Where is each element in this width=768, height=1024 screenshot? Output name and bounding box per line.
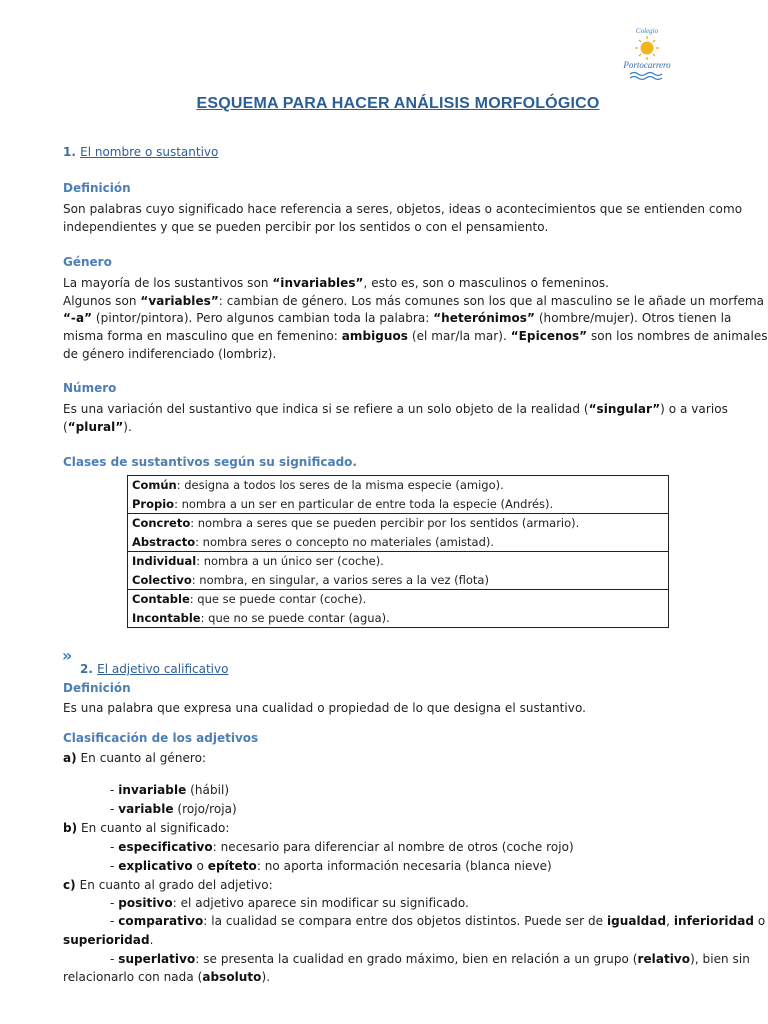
numero-term: “singular” <box>588 402 661 416</box>
item-term: comparativo <box>118 914 204 928</box>
clasif-a <box>63 749 206 767</box>
class-term: Concreto <box>132 516 191 530</box>
logo-name: Portocarrero <box>623 60 671 70</box>
item-term: explicativo <box>118 859 193 873</box>
item-text: relacionarlo con nada ( <box>63 970 203 984</box>
section-1-heading <box>63 145 218 159</box>
class-desc: : nombra seres o concepto no materiales (amistad). <box>195 534 495 549</box>
class-term: Común <box>132 478 177 492</box>
clases-heading: Clases de sustantivos según su significado. <box>63 455 357 469</box>
page-title: ESQUEMA PARA HACER ANÁLISIS MORFOLÓGICO <box>196 95 600 112</box>
dash: - <box>110 840 119 854</box>
class-desc: : que no se puede contar (agua). <box>200 610 390 625</box>
item-term: variable <box>118 802 174 816</box>
dash: - <box>110 783 119 797</box>
adj-definicion-text: Es una palabra que expresa una cualidad o propiedad de lo que designa el sustantivo. <box>63 701 587 715</box>
numero-line-2 <box>63 418 132 436</box>
section-2-title: El adjetivo calificativo <box>97 662 229 676</box>
item-text: , <box>666 914 674 928</box>
clasif-c2 <box>110 912 765 930</box>
class-desc: : nombra, en singular, a varios seres a la vez (flota) <box>191 572 489 587</box>
genero-text: La mayoría de los sustantivos son <box>63 276 273 290</box>
definicion-line-2: independientes y que se pueden percibir por los sentidos o con el pensamiento. <box>63 220 549 234</box>
item-text: ). <box>261 970 271 984</box>
numero-text: ) o a varios <box>660 402 728 416</box>
genero-line-1 <box>63 274 609 292</box>
item-text: En cuanto al significado: <box>77 821 230 835</box>
item-term: relativo <box>637 952 691 966</box>
genero-line-4 <box>63 327 768 345</box>
class-desc: : nombra a un ser en particular de entre toda la especie (Andrés). <box>174 496 554 511</box>
clasif-b1 <box>110 838 574 856</box>
dash: - <box>110 859 119 873</box>
item-text: o <box>192 859 208 873</box>
class-term: Colectivo <box>132 572 192 587</box>
clasif-a2 <box>110 800 237 818</box>
numero-line-1 <box>63 400 728 418</box>
numero-heading: Número <box>63 381 117 395</box>
item-text: (hábil) <box>186 783 230 797</box>
numero-text: ). <box>123 420 132 434</box>
section-2-heading <box>80 662 228 676</box>
dash: - <box>110 802 119 816</box>
dash: - <box>110 896 119 910</box>
class-term: Propio <box>132 496 175 511</box>
item-text: : la cualidad se compara entre dos objetos distintos. Puede ser de <box>203 914 607 928</box>
clasif-c3 <box>110 950 750 968</box>
table-row <box>128 552 669 590</box>
table-cell <box>128 514 669 552</box>
item-text: : necesario para diferenciar al nombre de otros (coche rojo) <box>212 840 574 854</box>
genero-term: “-a” <box>63 311 93 325</box>
item-term: absoluto <box>202 970 262 984</box>
genero-text: : cambian de género. Los más comunes son los que al masculino se le añade un morfema <box>218 294 765 308</box>
school-logo <box>622 26 672 84</box>
clasif-b <box>63 819 229 837</box>
genero-text: (el mar/la mar). <box>408 329 511 343</box>
item-text: : no aporta información necesaria (blanca nieve) <box>256 859 552 873</box>
item-text: : se presenta la cualidad en grado máximo, bien en relación a un grupo ( <box>195 952 638 966</box>
item-term: superlativo <box>118 952 196 966</box>
table-cell <box>128 476 669 514</box>
dash: - <box>110 914 119 928</box>
class-desc: : que se puede contar (coche). <box>189 592 367 606</box>
adj-definicion-heading: Definición <box>63 681 131 695</box>
item-text: En cuanto al género: <box>76 751 207 765</box>
table-cell <box>128 552 669 590</box>
item-text: (rojo/roja) <box>173 802 237 816</box>
item-term: superioridad <box>63 933 150 947</box>
clasif-b2 <box>110 857 552 875</box>
definicion-line-1: Son palabras cuyo significado hace referencia a seres, objetos, ideas o acontecimientos que se entienden como <box>63 202 743 216</box>
genero-term: “variables” <box>140 294 219 308</box>
genero-line-2 <box>63 292 764 310</box>
section-2-number: 2. <box>80 662 93 676</box>
item-text: ), bien sin <box>690 952 750 966</box>
numero-term: “plural” <box>67 420 124 434</box>
genero-text: misma forma en masculino que en femenino: <box>63 329 342 343</box>
class-desc: : nombra a seres que se pueden percibir por los sentidos (armario). <box>190 516 580 530</box>
section-1-title: El nombre o sustantivo <box>80 145 219 159</box>
chevron-right-icon: » <box>62 646 70 665</box>
item-term: especificativo <box>118 840 213 854</box>
clases-table <box>127 475 669 628</box>
genero-text: son los nombres de animales <box>587 329 768 343</box>
table-row <box>128 590 669 628</box>
item-term: positivo <box>118 896 173 910</box>
clasif-c2-cont <box>63 931 153 949</box>
genero-heading: Género <box>63 255 112 269</box>
genero-text: (pintor/pintora). Pero algunos cambian toda la palabra: <box>92 311 434 325</box>
item-text: En cuanto al grado del adjetivo: <box>75 878 273 892</box>
class-term: Abstracto <box>132 534 196 549</box>
clasif-a1 <box>110 781 229 799</box>
class-desc: : nombra a un único ser (coche). <box>196 554 384 568</box>
genero-term: ambiguos <box>341 329 408 343</box>
class-desc: : designa a todos los seres de la misma especie (amigo). <box>176 478 504 492</box>
genero-term: “Epicenos” <box>510 329 588 343</box>
item-text: . <box>149 933 154 947</box>
item-term: epíteto <box>207 859 257 873</box>
class-term: Incontable <box>132 610 201 625</box>
class-term: Individual <box>132 554 197 568</box>
numero-text: Es una variación del sustantivo que indica si se refiere a un solo objeto de la realidad ( <box>63 402 589 416</box>
item-label: a) <box>63 751 77 765</box>
table-cell <box>128 590 669 628</box>
item-text: o <box>754 914 766 928</box>
section-1-number: 1. <box>63 145 76 159</box>
clasif-c3-cont <box>63 968 270 986</box>
definicion-heading: Definición <box>63 181 131 195</box>
clasificacion-heading: Clasificación de los adjetivos <box>63 731 259 745</box>
item-term: invariable <box>118 783 187 797</box>
item-label: b) <box>63 821 78 835</box>
genero-text: (hombre/mujer). Otros tienen la <box>534 311 732 325</box>
genero-term: “invariables” <box>272 276 364 290</box>
table-row <box>128 514 669 552</box>
table-row <box>128 476 669 514</box>
genero-line-5: de género indiferenciado (lombriz). <box>63 347 277 361</box>
logo-top-text: Colegio <box>635 27 659 35</box>
item-label: c) <box>63 878 76 892</box>
genero-text: Algunos son <box>63 294 141 308</box>
class-term: Contable <box>132 592 190 606</box>
dash: - <box>110 952 119 966</box>
genero-term: “heterónimos” <box>433 311 535 325</box>
clasif-c1 <box>110 894 469 912</box>
numero-text: ( <box>63 420 68 434</box>
item-term: inferioridad <box>673 914 755 928</box>
item-text: : el adjetivo aparece sin modificar su significado. <box>172 896 469 910</box>
genero-line-3 <box>63 309 731 327</box>
item-term: igualdad <box>606 914 667 928</box>
clasif-c <box>63 876 273 894</box>
genero-text: , esto es, son o masculinos o femeninos. <box>363 276 610 290</box>
